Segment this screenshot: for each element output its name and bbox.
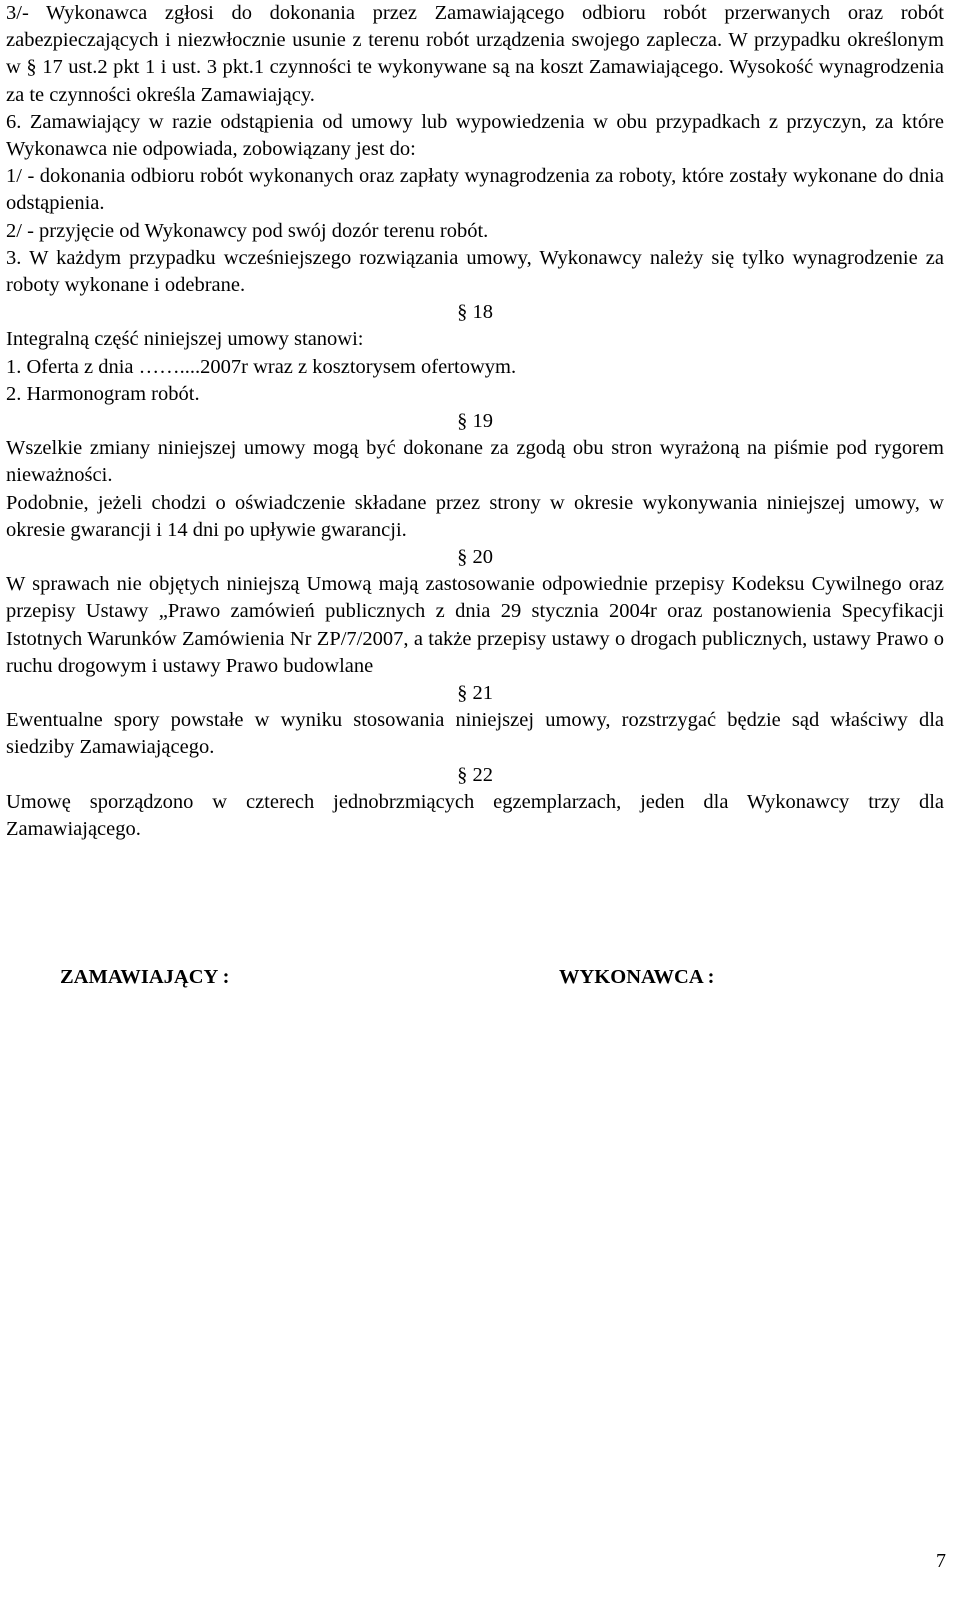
page-number: 7 — [936, 1550, 946, 1572]
section-18-item-2: 2. Harmonogram robót. — [6, 382, 200, 405]
section-19-paragraph-1: Wszelkie zmiany niniejszej umowy mogą być dokonane za zgodą obu stron wyrażoną na piśmie pod rygorem nieważności. — [6, 437, 944, 487]
section-22-heading: § 22 — [457, 763, 493, 786]
section-18-heading: § 18 — [457, 301, 493, 324]
paragraph-early-termination: 3. W każdym przypadku wcześniejszego rozwiązania umowy, Wykonawcy należy się tylko wynagrodzenie za roboty wykonane i odebrane. — [6, 246, 944, 297]
section-19-heading: § 19 — [457, 410, 493, 433]
paragraph-3-contractor-report: 3/- Wykonawca zgłosi do dokonania przez Zamawiającego odbioru robót przerwanych oraz robót zabezpieczających i niezwłocznie usunie z terenu robót urządzenia swojego zaplecza. W przypadku określonym w § 17 ust.2 pkt 1 i ust. 3 pkt.1 czynności te wykonywane są na koszt Zamawiającego. Wysokość wynagrodzenia za te czynności określa Zamawiający. — [6, 2, 944, 106]
section-22-paragraph: Umowę sporządzono w czterech jednobrzmiących egzemplarzach, jeden dla Wykonawcy trzy dla Zamawiającego. — [6, 790, 944, 841]
section-20-paragraph: W sprawach nie objętych niniejszą Umową mają zastosowanie odpowiednie przepisy Kodeksu Cywilnego oraz przepisy Ustawy „Prawo zamówień publicznych z dnia 29 stycznia 2004r oraz postanowienia Specyfikacji Istotnych Warunków Zamówienia Nr ZP/7/2007, a także przepisy ustawy o drogach publicznych, ustawy Prawo o ruchu drogowym i ustawy Prawo budowlane — [6, 573, 944, 677]
signature-label-employer: ZAMAWIAJĄCY : — [60, 966, 230, 988]
signature-label-contractor: WYKONAWCA : — [559, 966, 715, 988]
section-19-paragraph-2: Podobnie, jeżeli chodzi o oświadczenie składane przez strony w okresie wykonywania niniejszej umowy, w okresie gwarancji i 14 dni po upływie gwarancji. — [6, 491, 944, 541]
document-body — [6, 0, 944, 843]
paragraph-6-point-1: 1/ - dokonania odbioru robót wykonanych oraz zapłaty wynagrodzenia za roboty, które zostały wykonane do dnia odstąpienia. — [6, 165, 944, 215]
paragraph-6-point-2: 2/ - przyjęcie od Wykonawcy pod swój dozór terenu robót. — [6, 219, 489, 242]
section-20-heading: § 20 — [457, 546, 493, 569]
section-21-paragraph: Ewentualne spory powstałe w wyniku stosowania niniejszej umowy, rozstrzygać będzie sąd właściwy dla siedziby Zamawiającego. — [6, 709, 944, 759]
section-18-intro: Integralną część niniejszej umowy stanowi: — [6, 328, 364, 351]
paragraph-6-withdrawal: 6. Zamawiający w razie odstąpienia od umowy lub wypowiedzenia w obu przypadkach z przyczyn, za które Wykonawca nie odpowiada, zobowiązany jest do: — [6, 110, 944, 161]
section-21-heading: § 21 — [457, 682, 493, 705]
section-18-item-1: 1. Oferta z dnia ……....2007r wraz z kosztorysem ofertowym. — [6, 355, 517, 378]
